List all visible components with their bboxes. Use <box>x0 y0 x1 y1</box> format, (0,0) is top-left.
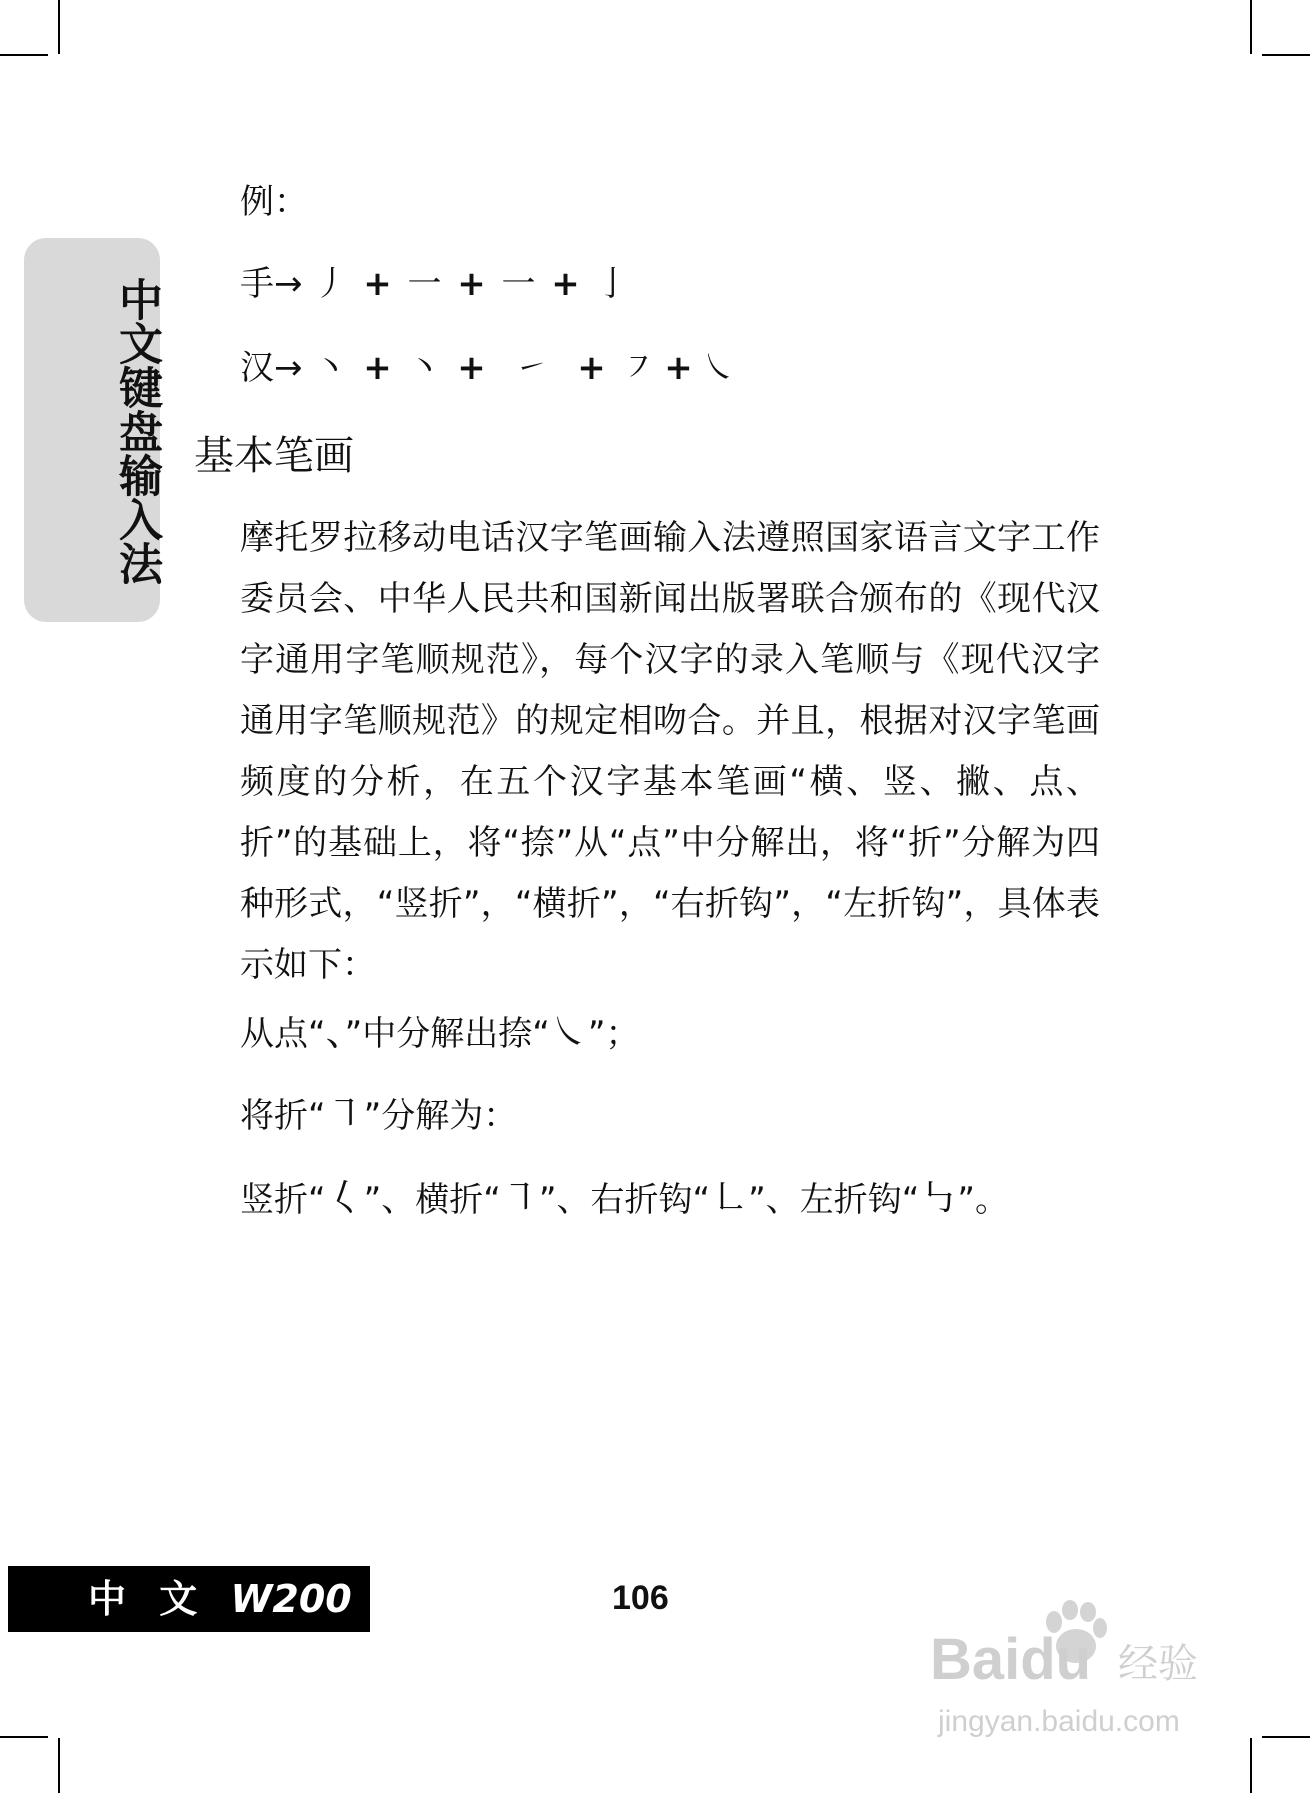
line-text: ”。 <box>957 1180 1010 1220</box>
side-tab <box>24 238 160 622</box>
line-text: ”分解为： <box>363 1096 518 1136</box>
plus-sign: + <box>551 264 580 304</box>
line-text: ”、左折钩“ <box>748 1180 920 1220</box>
stroke-glyph: ㇀ <box>514 348 549 388</box>
line-text: ”、横折“ <box>363 1180 501 1220</box>
crop-mark <box>1262 1736 1310 1738</box>
stroke-glyph: 一 <box>501 264 536 304</box>
zuozhegou-stroke: ㇉ <box>919 1176 958 1220</box>
plus-sign: + <box>664 348 693 388</box>
zhe-line <box>240 1094 517 1136</box>
crop-mark <box>1250 1738 1252 1793</box>
line-text: 将折“ <box>240 1096 326 1136</box>
watermark <box>930 1600 1230 1760</box>
stroke-glyph: 丶 <box>407 348 442 388</box>
side-tab-label: 中文键盘输入法 <box>111 277 162 585</box>
page-number: 106 <box>612 1579 669 1617</box>
stroke-glyph: 亅 <box>595 264 630 304</box>
crop-mark <box>58 0 60 54</box>
dot-stroke: 、 <box>325 1010 345 1054</box>
stroke-glyph: ㇏ <box>701 348 736 388</box>
stroke-glyph: ㇇ <box>621 348 656 388</box>
watermark-cn: 经验 <box>1118 1641 1198 1687</box>
section-title: 基本笔画 <box>194 433 354 479</box>
plus-sign: + <box>577 348 606 388</box>
watermark-logo: Baidu <box>930 1627 1092 1692</box>
line-text: 竖折“ <box>240 1180 326 1220</box>
na-line <box>240 1012 640 1054</box>
youzhegou-stroke: ㇗ <box>710 1176 749 1220</box>
stroke-glyph: 丶 <box>313 348 348 388</box>
plus-sign: + <box>363 264 392 304</box>
stroke-glyph: 一 <box>407 264 442 304</box>
body-paragraph: 摩托罗拉移动电话汉字笔画输入法遵照国家语言文字工作委员会、中华人民共和国新闻出版署联合颁布的《现代汉字通用字笔顺规范》，每个汉字的录入笔顺与《现代汉字通用字笔顺规范》的规定相吻合。并且，根据对汉字笔画频度的分析，在五个汉字基本笔画“横、竖、撇、点、折”的基础上，将“捺”从“点”中分解出，将“折”分解为四种形式，“竖折”，“横折”，“右折钩”，“左折钩”，具体表示如下： <box>240 518 1100 985</box>
example-row-han <box>240 348 741 388</box>
na-stroke: ㇏ <box>549 1010 588 1054</box>
zhe-stroke: ㇕ <box>325 1092 364 1136</box>
footer-brand <box>88 1576 352 1622</box>
hengzhe-stroke: ㇕ <box>500 1176 539 1220</box>
zhe-forms-line <box>240 1178 1009 1220</box>
crop-mark <box>1262 54 1310 56</box>
line-text: ”； <box>587 1014 640 1054</box>
footer-brand-text: 中 文 <box>88 1577 208 1621</box>
line-text: 从点“ <box>240 1014 326 1054</box>
plus-sign: + <box>363 348 392 388</box>
crop-mark <box>0 1736 48 1738</box>
footer-model: W200 <box>230 1577 352 1621</box>
crop-mark <box>1250 0 1252 54</box>
line-text: ”中分解出捺“ <box>344 1014 550 1054</box>
example-char: 汉→ <box>240 348 303 388</box>
crop-mark <box>58 1738 60 1793</box>
example-row-shou <box>240 264 635 304</box>
plus-sign: + <box>457 264 486 304</box>
plus-sign: + <box>457 348 486 388</box>
example-char: 手→ <box>240 264 303 304</box>
stroke-glyph: 丿 <box>313 264 348 304</box>
example-label: 例： <box>240 182 308 222</box>
line-text: ”、右折钩“ <box>538 1180 711 1220</box>
crop-mark <box>0 54 48 56</box>
watermark-url: jingyan.baidu.com <box>938 1705 1180 1738</box>
shuzhe-stroke: 𡿨 <box>325 1176 364 1220</box>
